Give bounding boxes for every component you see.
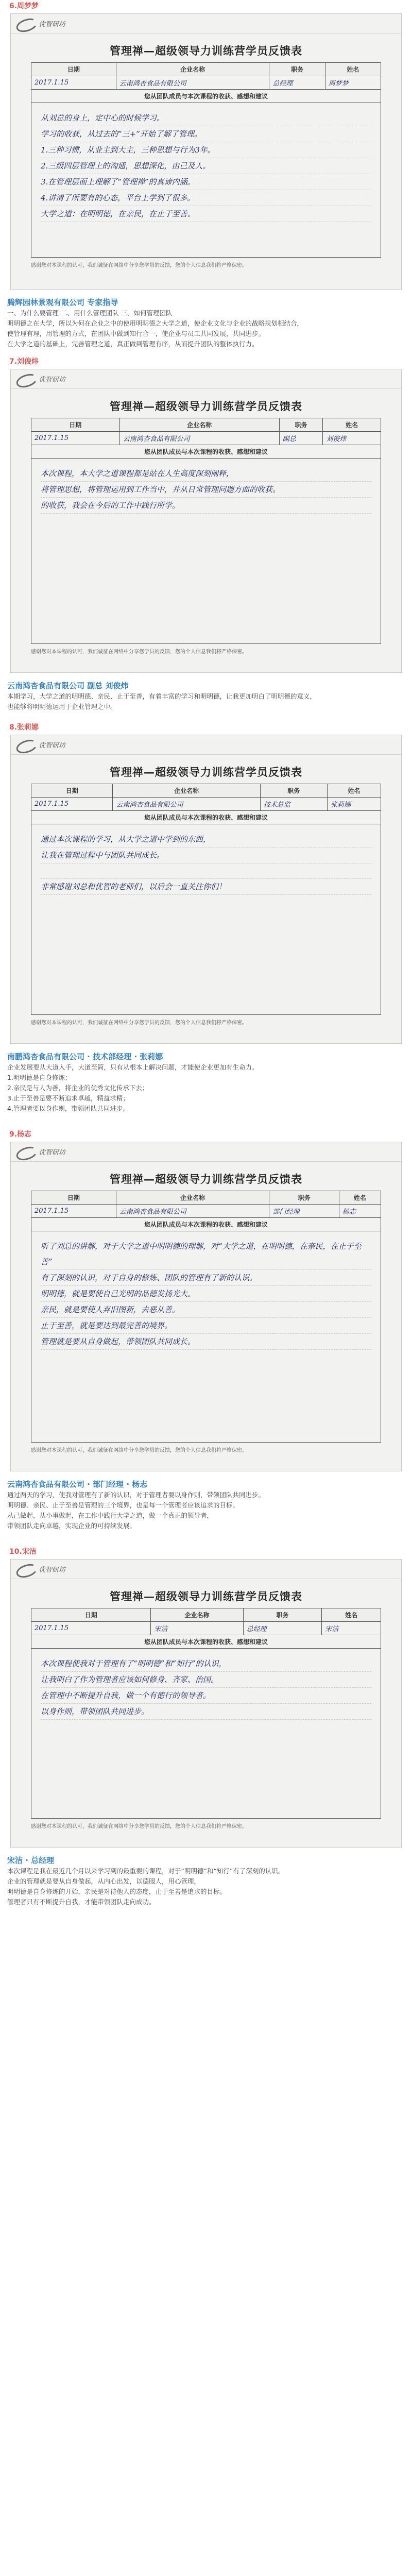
header-date: 日期 (31, 63, 116, 76)
header-name: 姓名 (322, 1608, 381, 1622)
handwritten-line: 通过本次课程的学习，从大学之道中学到的东西， (41, 832, 371, 848)
form-footer-note: 感谢您对本课程的认可，我们诚征在网络中分享您学员的反馈，您的个人信息我们将严格保密。 (31, 1020, 247, 1026)
cell-company: 云南鸿杏食品有限公司 (116, 76, 269, 90)
info-line: 2.亲民是与人为善，将企业的优秀文化传承下去； (7, 1084, 149, 1092)
handwritten-line: 让我在管理过程中与团队共同成长。 (41, 848, 371, 863)
handwritten-line: 止于至善，就是要达到最完善的境界。 (41, 1318, 371, 1334)
cell-name: 周梦梦 (325, 76, 381, 90)
header-name: 姓名 (327, 784, 381, 798)
cell-date: 2017.1.15 (31, 798, 113, 811)
info-company: 南鹏鸿杏食品有限公司 · 技术部经理 · 张莉娜 (7, 1052, 163, 1061)
info-line: 使管理有理，用管理的方式，在团队中做到知行合一，使企业与员工共同发展，共同进步。 (7, 330, 265, 337)
feedback-prompt: 您从团队成员与本次课程的收获、感想和建议 (31, 445, 381, 459)
feedback-section-4 (0, 1128, 412, 1530)
brand-logo: 优智研坊 (16, 1563, 65, 1575)
cell-company: 云南鸿杏食品有限公司 (119, 432, 279, 445)
feedback-section-2 (0, 355, 412, 710)
feedback-prompt: 您从团队成员与本次课程的收获、感想和建议 (31, 811, 381, 824)
info-line: 本期学习，大学之道的明明德、亲民、止于至善，有着丰富的学习和明明德，让我更加明白了明明德的意义， (7, 692, 317, 700)
handwritten-line: 听了刘总的讲解，对于大学之道中明明德的理解，对“大学之道，在明明德，在亲民，在止于至善” (41, 1239, 371, 1270)
info-company: 腾辉园林景观有限公司 专家指导 (7, 298, 118, 307)
feedback-body (31, 459, 381, 644)
info-line: 本次课程是我在最近几个月以来学习到的最重要的课程，对于“明明德”和“知行”有了深刻的认识。 (7, 1867, 285, 1875)
header-position: 职务 (279, 418, 323, 432)
info-line: 一、为什么要管理 二、用什么管理团队 三、如何管理团队 (7, 309, 173, 317)
section-tag: 7.刘俊炜 (9, 358, 39, 366)
info-company: 云南鸿杏食品有限公司 · 部门经理 · 杨志 (7, 1480, 148, 1489)
info-line: 带领团队走向卓越，实现企业的可持续发展。 (7, 1522, 136, 1530)
info-line: 企业的管理就是要从自身做起，从内心出发，以德服人，用心管理， (7, 1877, 201, 1885)
header-position: 职务 (260, 784, 327, 798)
logo-bar (11, 735, 401, 755)
handwritten-line: 在管理中不断提升自我，做一个有德行的领导者。 (41, 1688, 371, 1704)
logo-mark-icon (16, 739, 37, 751)
form-title: 管理禅—超级领导力训练营学员反馈表 (110, 44, 302, 57)
header-company: 企业名称 (116, 63, 269, 76)
info-line: 管理者只有不断提升自我，才能带领团队走向成功。 (7, 1898, 156, 1906)
handwritten-line: 大学之道：在明明德，在亲民，在止于至善。 (41, 206, 371, 222)
handwritten-line: 的收获，我会在今后的工作中践行所学。 (41, 498, 371, 514)
feedback-form-table (31, 1191, 381, 1231)
logo-mark-icon (16, 18, 37, 30)
cell-company: 云南鸿杏食品有限公司 (113, 798, 260, 811)
brand-logo: 优智研坊 (16, 1146, 65, 1158)
cell-date: 2017.1.15 (31, 1205, 116, 1218)
info-line: 通过两天的学习，使我对管理有了新的认识，对于管理者要以身作则，带领团队共同进步。 (7, 1491, 265, 1499)
feedback-form-scan (10, 1559, 402, 1848)
cell-date: 2017.1.15 (31, 432, 120, 445)
header-name: 姓名 (325, 63, 381, 76)
cell-position: 总经理 (243, 1622, 322, 1635)
form-title: 管理禅—超级领导力训练营学员反馈表 (110, 400, 302, 413)
header-company: 企业名称 (151, 1608, 243, 1622)
cell-company: 云南鸿杏食品有限公司 (116, 1205, 269, 1218)
feedback-section-1 (0, 0, 412, 348)
cell-name: 刘俊炜 (323, 432, 381, 445)
logo-bar (11, 369, 401, 389)
feedback-body (31, 1231, 381, 1443)
brand-logo: 优智研坊 (16, 373, 65, 385)
cell-name: 宋洁 (322, 1622, 381, 1635)
form-footer-note: 感谢您对本课程的认可，我们诚征在网络中分享您学员的反馈，您的个人信息我们将严格保密。 (31, 1824, 247, 1829)
header-position: 职务 (243, 1608, 322, 1622)
info-company: 云南鸿杏食品有限公司 副总 刘俊炜 (7, 681, 129, 690)
logo-mark-icon (16, 1563, 37, 1575)
info-line: 企业发展要从大道入手，大道至简，只有从根本上解决问题，才能使企业更加有生命力。 (7, 1063, 259, 1071)
feedback-form-scan (10, 735, 402, 1044)
feedback-form-table (31, 1608, 381, 1649)
feedback-form-table (31, 62, 381, 103)
info-line: 也能够将明明德运用于企业管理之中。 (7, 703, 117, 710)
logo-mark-icon (16, 373, 37, 385)
feedback-prompt: 您从团队成员与本次课程的收获、感想和建议 (31, 1218, 381, 1231)
feedback-section-5 (0, 1546, 412, 1906)
info-line: 在大学之道的基础上，完善管理之道，真正做到管理有序，从而提升团队的整体执行力。 (7, 340, 259, 348)
feedback-form-table (31, 784, 381, 824)
handwritten-line: 让我明白了作为管理者应该如何修身、齐家、治国。 (41, 1672, 371, 1688)
feedback-form-scan (10, 13, 402, 290)
header-name: 姓名 (323, 418, 381, 432)
info-company: 宋洁 · 总经理 (7, 1856, 55, 1865)
info-line: 明明德之在大学，所以为何在企业之中的使用明明德之大学之道，使企业文化与企业的战略规划相结合， (7, 319, 304, 327)
header-name: 姓名 (339, 1191, 381, 1205)
info-block (0, 1475, 412, 1535)
feedback-form-scan (10, 369, 402, 673)
info-block (0, 1047, 412, 1118)
logo-bar (11, 1142, 401, 1162)
header-company: 企业名称 (119, 418, 279, 432)
header-position: 职务 (269, 63, 325, 76)
form-title: 管理禅—超级领导力训练营学员反馈表 (110, 1590, 302, 1603)
handwritten-line: 2.三级四层管理上的沟通，思想深化，由己及人。 (41, 158, 371, 174)
cell-position: 总经理 (269, 76, 325, 90)
handwritten-line: 1.三种习惯，从业主到大主，三种思想与行为3年。 (41, 142, 371, 158)
info-block (0, 676, 412, 716)
feedback-body (31, 103, 381, 258)
handwritten-line: 明明德，就是要使自己光明的品德发扬光大。 (41, 1286, 371, 1302)
handwritten-line (41, 863, 371, 879)
header-company: 企业名称 (113, 784, 260, 798)
brand-logo: 优智研坊 (16, 18, 65, 30)
form-footer-note: 感谢您对本课程的认可，我们诚征在网络中分享您学员的反馈，您的个人信息我们将严格保密。 (31, 649, 247, 655)
feedback-form-table (31, 418, 381, 459)
feedback-form-scan (10, 1142, 402, 1471)
header-date: 日期 (31, 418, 120, 432)
handwritten-line: 本次课程使我对于管理有了“明明德”和“知行”的认识， (41, 1656, 371, 1672)
info-line: 明明德、亲民、止于至善是管理的三个境界，也是每一个管理者应该追求的目标。 (7, 1501, 239, 1509)
logo-bar (11, 14, 401, 33)
header-date: 日期 (31, 1608, 151, 1622)
feedback-prompt: 您从团队成员与本次课程的收获、感想和建议 (31, 1635, 381, 1649)
section-tag: 10.宋洁 (9, 1548, 37, 1556)
handwritten-line: 3.在管理层面上理解了“管理禅”的真谛内涵。 (41, 174, 371, 190)
handwritten-line: 以身作则，带领团队共同进步。 (41, 1704, 371, 1720)
handwritten-line: 有了深刻的认识，对于自身的修炼、团队的管理有了新的认识。 (41, 1270, 371, 1286)
feedback-body (31, 824, 381, 1015)
header-date: 日期 (31, 784, 113, 798)
info-line: 3.止于至善是要不断追求卓越，精益求精； (7, 1094, 129, 1102)
feedback-body (31, 1649, 381, 1819)
handwritten-line: 非常感谢刘总和优智的老师们，以后会一直关注你们！ (41, 879, 371, 895)
section-tag: 8.张莉娜 (9, 723, 39, 732)
cell-company: 宋洁 (151, 1622, 243, 1635)
info-line: 从己做起，从小事做起，在工作中践行大学之道，做一个真正的领导者， (7, 1512, 214, 1519)
info-line: 1.明明德是自身修炼； (7, 1074, 72, 1081)
handwritten-line: 亲民，就是要使人弃旧图新，去恶从善。 (41, 1302, 371, 1318)
form-footer-note: 感谢您对本课程的认可，我们诚征在网络中分享您学员的反馈，您的个人信息我们将严格保密。 (31, 1448, 247, 1453)
brand-logo: 优智研坊 (16, 739, 65, 751)
handwritten-line: 4.讲清了所要有的心态，平台上学到了很多。 (41, 190, 371, 206)
cell-position: 副总 (279, 432, 323, 445)
form-title: 管理禅—超级领导力训练营学员反馈表 (110, 1173, 302, 1185)
header-company: 企业名称 (116, 1191, 269, 1205)
cell-date: 2017.1.15 (31, 1622, 151, 1635)
info-line: 明明德是自身修炼的开始，亲民是对待他人的态度，止于至善是追求的目标。 (7, 1888, 227, 1895)
form-title: 管理禅—超级领导力训练营学员反馈表 (110, 766, 302, 778)
section-tag: 6.周梦梦 (9, 2, 39, 10)
info-block (0, 293, 412, 353)
cell-position: 部门经理 (269, 1205, 339, 1218)
section-tag: 9.杨志 (9, 1130, 32, 1139)
header-position: 职务 (269, 1191, 339, 1205)
cell-name: 杨志 (339, 1205, 381, 1218)
cell-position: 技术总监 (260, 798, 327, 811)
info-line: 4.管理者要以身作则，带领团队共同进步。 (7, 1105, 129, 1112)
info-block (0, 1851, 412, 1911)
feedback-prompt: 您从团队成员与本次课程的收获、感想和建议 (31, 90, 381, 103)
handwritten-line: 从刘总的身上，定中心的时候学习。 (41, 110, 371, 126)
handwritten-line: 学习的收获，从过去的“三+”开始了解了管理。 (41, 126, 371, 142)
cell-name: 张莉娜 (327, 798, 381, 811)
handwritten-line: 管理就是要从自身做起，带领团队共同成长。 (41, 1334, 371, 1350)
feedback-section-3 (0, 721, 412, 1112)
cell-date: 2017.1.15 (31, 76, 116, 90)
handwritten-line: 将管理思想，将管理运用到工作当中，并从日常管理问题方面的收获。 (41, 482, 371, 498)
form-footer-note: 感谢您对本课程的认可，我们诚征在网络中分享您学员的反馈，您的个人信息我们将严格保密。 (31, 263, 247, 268)
header-date: 日期 (31, 1191, 116, 1205)
handwritten-line: 本次课程，本大学之道课程都是站在人生高度深刻阐释， (41, 466, 371, 482)
logo-mark-icon (16, 1146, 37, 1158)
logo-bar (11, 1560, 401, 1579)
